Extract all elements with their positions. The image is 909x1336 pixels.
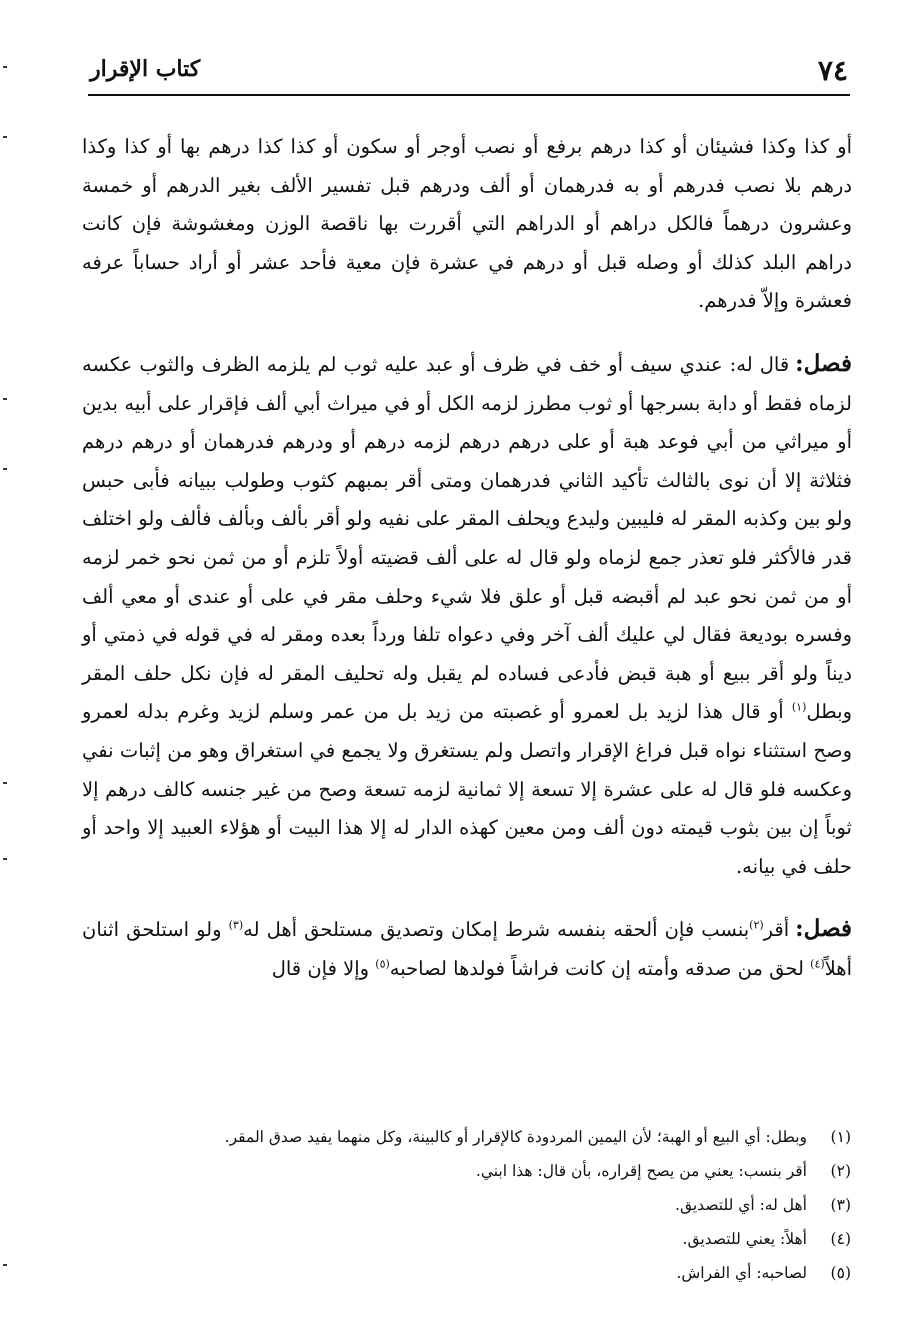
book-title: كتاب الإقرار [90,56,201,82]
footnote-number: (٥) [830,1264,851,1282]
paragraph-text: أو كذا وكذا فشيئان أو كذا درهم برفع أو نصب أوجر أو سكون أو كذا كذا درهم بها أو كذا وكذا درهم بلا نصب فدرهم أو به فدرهمان أو ألف ودرهم قبل تفسير الألف بغير الدرهم أو خمسة وعشرون درهماً فالكل دراهم أو الدراهم التي أقررت بها ناقصة الوزن ومغشوشة فإن كانت دراهم البلد كذلك أو وصله قبل أو درهم في عشرة فإن معية فأحد عشر أو أراد حساباً عرفه فعشرة وإلاّ فدرهم. [82,135,852,313]
footnote-number: (١) [830,1128,851,1146]
section-heading: فصل: [795,915,853,943]
footnote-ref-4[interactable]: (٤) [810,957,825,971]
footnote-text: أقر بنسب: يعني من يصح إقراره، بأن قال: هذا ابني. [475,1162,807,1180]
footnote-ref-3[interactable]: (٣) [228,918,244,932]
footnote-number: (٤) [830,1230,851,1248]
page-header [88,50,850,90]
footnote-text: وبطل: أي البيع أو الهبة؛ لأن اليمين المردودة كالإقرار أو كالبينة، وكل منهما يفيد صدق المقر. [224,1128,807,1146]
scan-margin-mark [3,66,7,68]
footnote [91,1120,851,1154]
footnote-text: أهل له: أي للتصديق. [675,1196,807,1214]
paragraph-text: أقر [763,918,790,942]
scan-margin-mark [3,398,7,400]
footnote-text: أهلاً: يعني للتصديق. [682,1230,807,1248]
footnote [91,1154,851,1188]
footnote-ref-5[interactable]: (٥) [375,957,390,971]
paragraph-text: وإلا فإن قال [271,956,376,980]
scan-margin-mark [3,136,7,138]
paragraph-text: ولو استلحق اثنان أهلاً [82,918,852,980]
footnote [91,1188,851,1222]
footnote-ref-2[interactable]: (٢) [749,918,764,932]
footnote-ref-1[interactable]: (١) [791,700,807,714]
scan-margin-mark [3,858,7,860]
page-number: ٧٤ [817,54,848,87]
header-rule [88,94,850,96]
footnote-text: لصاحبه: أي الفراش. [676,1264,807,1282]
scan-margin-mark [3,1264,7,1266]
paragraph-2 [82,345,852,886]
main-text [82,128,852,988]
paragraph-text: لحق من صدقه وأمته إن كانت فراشاً فولدها لصاحبه [389,956,811,980]
section-heading: فصل: [795,349,852,377]
footnote [91,1222,851,1256]
paragraph-text: أو قال هذا لزيد بل لعمرو أو غصبته من زيد بل من عمر وسلم لزيد وغرم بدله لعمرو وصح استثناء نواه قبل فراغ الإقرار واتصل ولم يستغرق ولا يجمع في استغراق وهو من إثبات نفي وعكسه فلو قال له على عشرة إلا تسعة إلا ثمانية لزمه تسعة وصح من غير جنسه كالف درهم إلا ثوباً إن بين بثوب قيمته دون ألف ومن معين كهذه الدار له إلا هذا البيت أو هؤلاء العبيد إلا واحد أو حلف في بيانه. [82,700,852,878]
scan-margin-mark [3,782,7,784]
paragraph-text: قال له: عندي سيف أو خف في ظرف أو عبد عليه ثوب لم يلزمه الظرف والثوب عكسه لزماه فقط أو دابة بسرجها أو ثوب مطرز لزمه الكل أو في ميراث أبي ألف فإقرار على أبيه بدين أو ميراثي من أبي فوعد هبة أو على درهم درهم لزمه درهم أو ودرهم فدرهمان أو درهم درهم فثلاثة إلا أن نوى بالثالث تأكيد الثاني فدرهمان ومتى أقر بمبهم كثوب وطولب ببيانه فأبى حبس ولو بين وكذبه المقر له فليبين وليدع ويحلف المقر على نفيه ولو أقر بألف وبألف فألف ولو اختلف قدر فالأكثر فلو تعذر جمع لزماه ولو قال له على ألف قضيته أولاً تلزم أو من ثمن نحو خمر لزمه أو من ثمن نحو عبد لم أقبضه قبل أو علق فلا شيء وحلف مقر في على أو عندى أو معي ألف وفسره بوديعة فقال لي عليك ألف آخر وفي دعواه تلفا ورداً بعده ومقر له في قوله في ذمتي أو ديناً ولو أقر ببيع أو هبة قبض فأدعى فساده لم يقبل وله تحليف المقر له فإن نكل حلف المقر وبطل [82,352,852,724]
footnote-number: (٢) [830,1162,851,1180]
scan-margin-mark [3,468,7,470]
paragraph-1 [82,128,852,321]
paragraph-text: بنسب فإن ألحقه بنفسه شرط إمكان وتصديق مستلحق أهل له [243,918,750,942]
paragraph-3 [82,910,852,988]
footnotes [91,1120,851,1290]
footnote-number: (٣) [830,1196,851,1214]
footnote [91,1256,851,1290]
